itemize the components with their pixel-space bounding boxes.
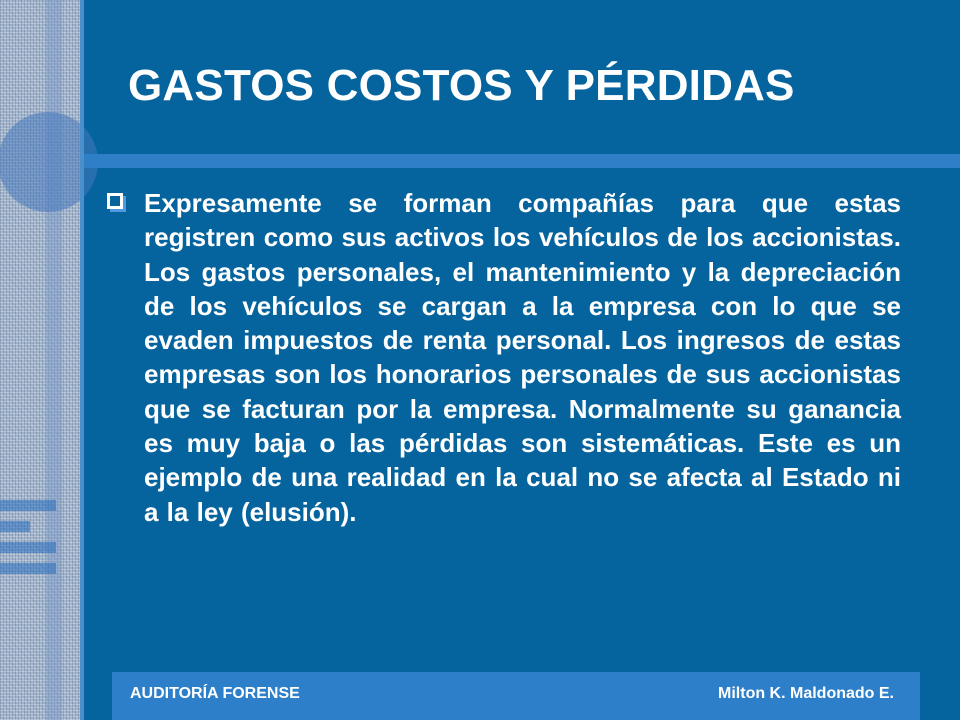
checkbox-square-icon bbox=[107, 193, 123, 209]
slide-title: GASTOS COSTOS Y PÉRDIDAS bbox=[128, 61, 795, 110]
decorative-edge-line bbox=[80, 0, 84, 720]
decorative-mark bbox=[0, 542, 56, 553]
decorative-marks bbox=[0, 500, 56, 590]
decorative-mark bbox=[0, 563, 56, 574]
decorative-mark bbox=[0, 500, 56, 511]
footer-author: Milton K. Maldonado E. bbox=[718, 685, 894, 702]
title-underline-rule bbox=[84, 154, 960, 168]
decorative-vertical-bar bbox=[46, 0, 62, 720]
decorative-left-strip bbox=[0, 0, 80, 720]
decorative-mark bbox=[0, 521, 30, 532]
footer-course-title: AUDITORÍA FORENSE bbox=[130, 685, 300, 702]
bullet-paragraph: Expresamente se forman compañías para que estas registren como sus activos los vehículos de los accionistas. Los gastos personales, el mantenimiento y la depreciación de los vehículos se cargan a la empresa con lo que se evaden impuestos de renta personal. Los ingresos de estas empresas son los honorarios personales de sus accionistas que se facturan por la empresa. Normalmente su ganancia es muy baja o las pérdidas son sistemáticas. Este es un ejemplo de una realidad en la cual no se afecta al Estado ni a la ley (elusión). bbox=[144, 188, 901, 527]
